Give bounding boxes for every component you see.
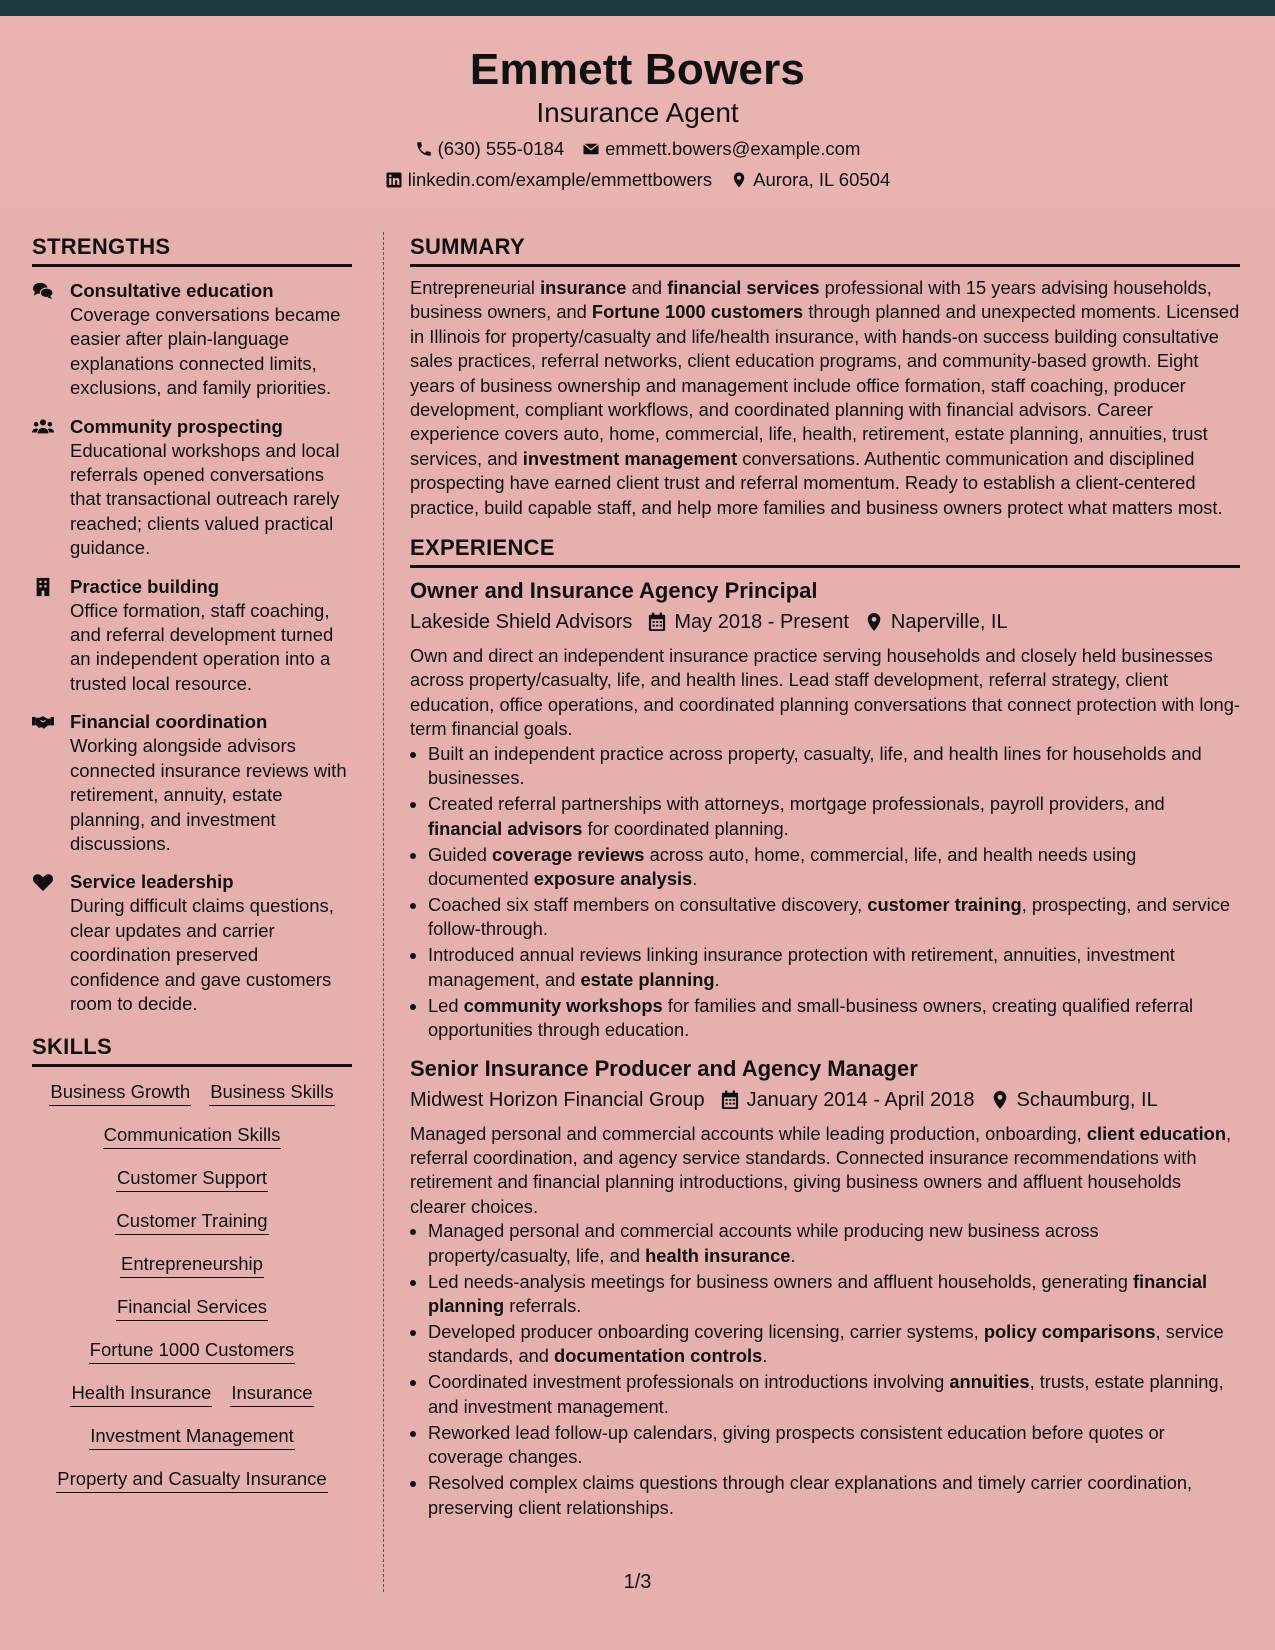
location-text: Aurora, IL 60504 xyxy=(753,169,891,190)
date-range: January 2014 - April 2018 xyxy=(746,1088,975,1111)
experience-list xyxy=(410,576,1240,1520)
text-run: Led xyxy=(428,994,464,1016)
envelope-icon xyxy=(582,140,600,158)
skill-tag: Financial Services xyxy=(116,1296,268,1321)
job-bullets xyxy=(410,742,1240,1043)
job-description xyxy=(410,644,1240,742)
bold-phrase: exposure analysis xyxy=(533,867,693,889)
text-run: , prospecting, and service follow-through. xyxy=(428,893,1231,940)
job-meta xyxy=(410,607,1240,637)
text-run: Guided xyxy=(428,843,493,865)
strength-desc: Working alongside advisors connected insurance reviews with retirement, annuity, estate planning, and investment discussions. xyxy=(70,735,347,854)
skill-tag: Business Growth xyxy=(49,1081,191,1106)
text-run: Managed personal and commercial accounts while producing new business across property/casualty, life, and xyxy=(428,1220,1099,1266)
skill-tag: Customer Support xyxy=(116,1167,268,1192)
bold-phrase: client education xyxy=(1086,1122,1226,1144)
bold-phrase: health insurance xyxy=(645,1244,791,1266)
skill-row xyxy=(32,1468,352,1493)
bullet-item xyxy=(428,893,1240,942)
bold-phrase: Fortune 1000 customers xyxy=(591,301,804,323)
summary-text xyxy=(410,276,1240,520)
text-run: Entrepreneurial xyxy=(410,277,541,298)
strength-item xyxy=(32,870,352,1016)
bullet-item xyxy=(428,1421,1240,1470)
strength-title: Practice building xyxy=(70,575,220,597)
map-pin-icon xyxy=(730,171,748,189)
contact-row-1 xyxy=(0,137,1275,161)
strength-desc: During difficult claims questions, clear updates and carrier coordination preserved confidence and gave customers room to decide. xyxy=(70,895,334,1014)
column-divider xyxy=(383,232,384,1592)
text-run: Own and direct an independent insurance practice serving households and closely held businesses across property/casualty, life, and health lines. Lead staff development, referral strategy, client education, office operations, and coordinated planning conversations that connect protection with long-term financial goals. xyxy=(410,645,1240,740)
bullet-item xyxy=(428,742,1240,791)
skill-tag: Customer Training xyxy=(115,1210,268,1235)
job-title: Senior Insurance Producer and Agency Manager xyxy=(410,1055,918,1081)
text-run: Coached six staff members on consultative discovery, xyxy=(428,893,868,915)
phone-text[interactable]: (630) 555-0184 xyxy=(437,138,565,159)
company-name: Midwest Horizon Financial Group xyxy=(410,1088,705,1111)
job-location xyxy=(985,1085,1158,1115)
contact-linkedin xyxy=(385,168,712,192)
text-run: Managed personal and commercial accounts while leading production, onboarding, xyxy=(410,1122,1087,1144)
strength-title: Community prospecting xyxy=(70,415,283,437)
bold-phrase: policy comparisons xyxy=(983,1320,1156,1342)
skill-tag: Insurance xyxy=(230,1382,313,1407)
strength-item xyxy=(32,279,352,401)
text-run: . xyxy=(692,867,698,889)
skill-tag: Health Insurance xyxy=(70,1382,212,1407)
bold-phrase: coverage reviews xyxy=(492,843,645,865)
bullet-item xyxy=(428,1270,1240,1319)
calendar-icon xyxy=(648,612,666,632)
chat-bubbles-icon xyxy=(32,279,70,401)
skill-row xyxy=(32,1425,352,1450)
text-run: Resolved complex claims questions through clear explanations and timely carrier coordination, preserving client relationships. xyxy=(428,1472,1193,1518)
text-run: . xyxy=(762,1345,768,1367)
strength-desc: Office formation, staff coaching, and referral development turned an independent operation into a trusted local resource. xyxy=(70,599,334,694)
strength-item xyxy=(32,415,352,561)
text-run: Reworked lead follow-up calendars, giving prospects consistent education before quotes or coverage changes. xyxy=(428,1421,1165,1468)
job-bullets xyxy=(410,1219,1240,1520)
contact-row-2 xyxy=(0,168,1275,192)
linkedin-icon xyxy=(385,171,403,189)
bullet-item xyxy=(428,1320,1240,1369)
strength-desc: Educational workshops and local referrals opened conversations that transactional outreach rarely reached; clients valued practical guidance. xyxy=(70,439,340,559)
bullet-item xyxy=(428,943,1240,992)
bullet-item xyxy=(428,1370,1240,1419)
strength-item xyxy=(32,575,352,697)
bold-phrase: insurance xyxy=(540,277,627,298)
top-accent-bar xyxy=(0,0,1275,16)
contact-email xyxy=(582,137,860,161)
text-run: Introduced annual reviews linking insurance protection with retirement, annuities, investment management, and xyxy=(428,944,1175,990)
skill-tag: Property and Casualty Insurance xyxy=(56,1468,327,1493)
calendar-icon xyxy=(721,1090,739,1110)
bullet-item xyxy=(428,792,1240,841)
skill-row xyxy=(32,1124,352,1149)
job-entry xyxy=(410,1054,1240,1520)
text-run: Built an independent practice across property, casualty, life, and health lines for households and businesses. xyxy=(428,742,1202,789)
skill-row xyxy=(32,1081,352,1106)
contact-location xyxy=(730,168,890,192)
skill-row xyxy=(32,1339,352,1364)
right-column xyxy=(410,232,1240,1522)
skills-heading: SKILLS xyxy=(32,1032,352,1067)
strength-title: Consultative education xyxy=(70,280,274,301)
email-link[interactable]: emmett.bowers@example.com xyxy=(605,138,861,159)
bold-phrase: estate planning xyxy=(580,968,715,990)
text-run: and xyxy=(626,277,668,298)
skill-row xyxy=(32,1167,352,1192)
bullet-item xyxy=(428,843,1240,892)
company-name: Lakeside Shield Advisors xyxy=(410,611,633,634)
location-text: Schaumburg, IL xyxy=(1016,1088,1158,1111)
strength-title: Financial coordination xyxy=(70,711,268,733)
bold-phrase: documentation controls xyxy=(554,1345,763,1367)
strengths-heading: STRENGTHS xyxy=(32,232,352,267)
skill-tag: Business Skills xyxy=(209,1081,334,1106)
text-run: referrals. xyxy=(504,1294,582,1316)
bullet-item xyxy=(428,994,1240,1043)
bold-phrase: annuities xyxy=(949,1371,1030,1393)
candidate-name: Emmett Bowers xyxy=(469,45,806,94)
skill-row xyxy=(32,1253,352,1278)
phone-icon xyxy=(415,140,433,158)
resume-header xyxy=(0,16,1275,204)
location-text: Naperville, IL xyxy=(890,611,1008,634)
text-run: for coordinated planning. xyxy=(582,817,789,839)
text-run: for families and small-business owners, creating qualified referral opportunities through education. xyxy=(428,994,1194,1041)
text-run: , referral coordination, and agency service standards. Connected insurance recommendations with retirement and financial planning introductions, giving business owners and affluent households clearer choices. xyxy=(410,1122,1232,1217)
text-run: Coordinated investment professionals on introductions involving xyxy=(428,1371,950,1393)
skill-row xyxy=(32,1382,352,1407)
skill-tag: Communication Skills xyxy=(103,1124,282,1149)
bullet-item xyxy=(428,1471,1240,1520)
page-number: 1/3 xyxy=(623,1571,652,1593)
job-title: Owner and Insurance Agency Principal xyxy=(410,578,818,604)
text-run: . xyxy=(790,1244,796,1266)
candidate-title: Insurance Agent xyxy=(536,97,739,128)
strength-desc: Coverage conversations became easier after plain-language explanations connected limits, exclusions, and family priorities. xyxy=(70,304,341,399)
strengths-list xyxy=(32,279,352,1016)
text-run: . xyxy=(714,968,720,990)
map-pin-icon xyxy=(865,612,883,632)
bold-phrase: financial services xyxy=(667,277,820,298)
text-run: , service standards, and xyxy=(428,1320,1224,1367)
text-run: professional with 15 years advising households, business owners, and xyxy=(410,277,1212,323)
bold-phrase: financial advisors xyxy=(428,817,583,839)
job-dates xyxy=(715,1085,975,1115)
bullet-item xyxy=(428,1219,1240,1268)
left-column xyxy=(32,232,352,1511)
linkedin-link[interactable]: linkedin.com/example/emmettbowers xyxy=(407,169,713,190)
job-description xyxy=(410,1122,1240,1220)
skills-list xyxy=(32,1081,352,1493)
text-run: through planned and unexpected moments. Licensed in Illinois for property/casualty and life/health insurance, with hands-on success building consultative sales practices, referral networks, client education programs, and community-based growth. Eight years of business ownership and management include office formation, staff coaching, producer development, compliant workflows, and coordinated planning with financial advisors. Career experience covers auto, home, commercial, life, health, retirement, estate planning, annuities, trust services, and xyxy=(410,301,1240,469)
job-meta xyxy=(410,1085,1240,1115)
heart-icon xyxy=(32,870,70,1016)
skill-tag: Investment Management xyxy=(89,1425,295,1450)
bold-phrase: investment management xyxy=(522,447,738,469)
text-run: across auto, home, commercial, life, and health needs using documented xyxy=(428,843,1137,889)
job-dates xyxy=(642,607,849,637)
map-pin-icon xyxy=(991,1090,1009,1110)
text-run: Led needs-analysis meetings for business owners and affluent households, generating xyxy=(428,1270,1133,1292)
bold-phrase: community workshops xyxy=(463,994,663,1016)
text-run: Developed producer onboarding covering licensing, carrier systems, xyxy=(428,1320,984,1342)
text-run: , trusts, estate planning, and investment management. xyxy=(428,1371,1224,1417)
strength-item xyxy=(32,710,352,856)
group-icon xyxy=(32,415,70,561)
bold-phrase: financial planning xyxy=(428,1270,1208,1316)
strength-title: Service leadership xyxy=(70,871,234,893)
date-range: May 2018 - Present xyxy=(674,611,849,634)
text-run: Created referral partnerships with attorneys, mortgage professionals, payroll providers, and xyxy=(428,793,1165,815)
bold-phrase: customer training xyxy=(867,893,1022,915)
skill-row xyxy=(32,1210,352,1235)
summary-heading: SUMMARY xyxy=(410,232,1240,267)
experience-heading: EXPERIENCE xyxy=(410,533,1240,568)
skill-row xyxy=(32,1296,352,1321)
handshake-icon xyxy=(32,710,70,856)
skill-tag: Fortune 1000 Customers xyxy=(89,1339,296,1364)
job-location xyxy=(859,607,1008,637)
skill-tag: Entrepreneurship xyxy=(120,1253,264,1278)
job-entry xyxy=(410,576,1240,1042)
contact-phone xyxy=(415,137,565,161)
building-icon xyxy=(32,575,70,697)
text-run: conversations. Authentic communication and disciplined prospecting have earned client trust and referral momentum. Ready to establish a client-centered practice, build capable staff, and help more families and business owners protect what matters most. xyxy=(410,447,1223,518)
